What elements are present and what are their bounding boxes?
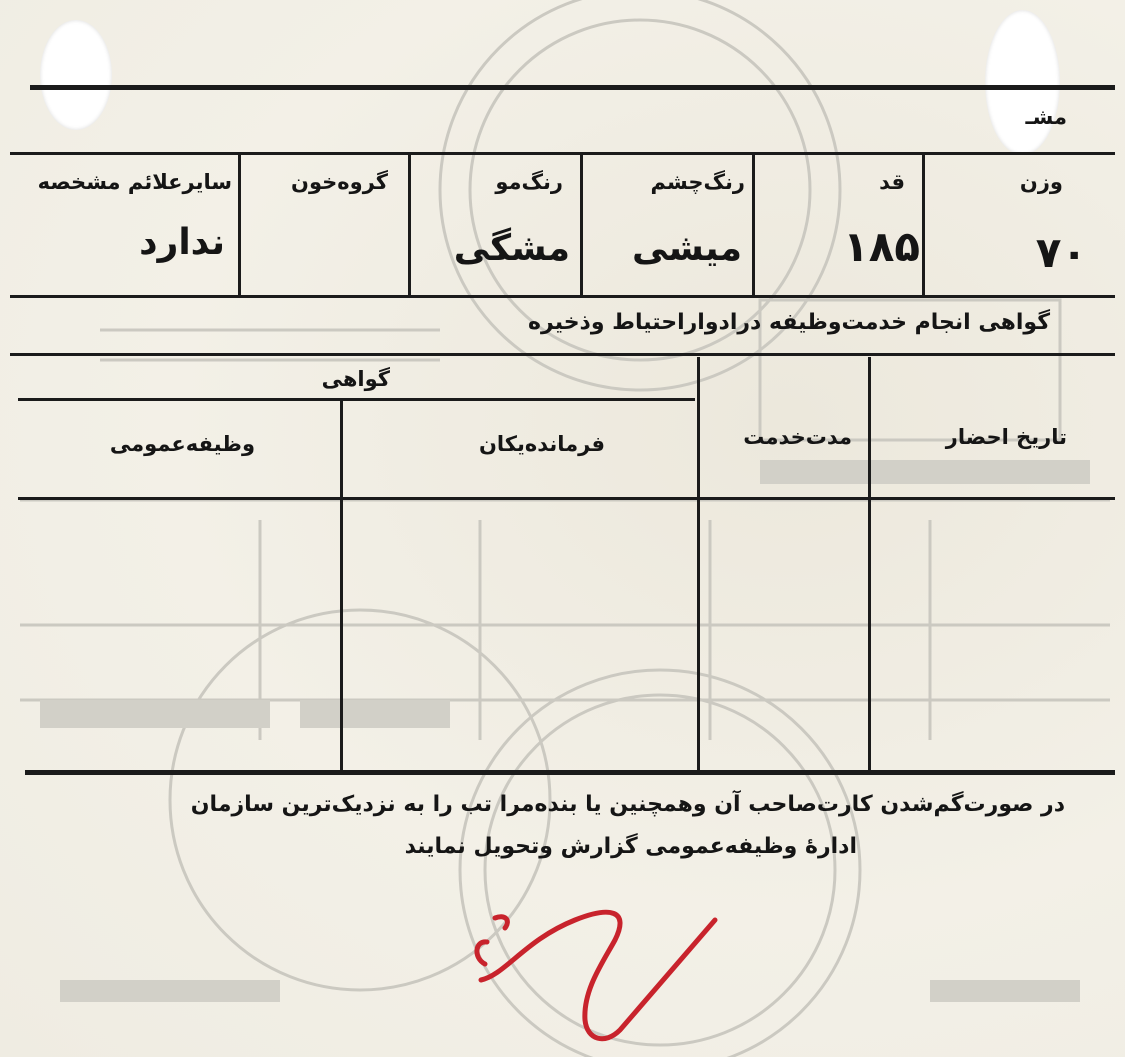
punch-hole-left (40, 20, 112, 130)
weight-value: ۷۰ (1035, 228, 1087, 277)
hair-color-value: مشگی (453, 228, 570, 269)
rule-under-columns (18, 497, 1115, 500)
eye-color-label: رنگ‌چشم (650, 170, 745, 194)
footer-notice-line-1: در صورت‌گم‌شدن کارت‌صاحب آن وهمچنین یا بنده‌مرا تب را به نزدیک‌ترین سازمان (190, 792, 1065, 817)
divider-weight-height (922, 154, 925, 296)
reserve-section-title: گواهی انجام خدمت‌وظیفه درادواراحتیاط وذخیره (528, 310, 1050, 335)
divider-hair-blood (408, 154, 411, 296)
top-rule (30, 85, 1115, 90)
rule-under-header (10, 152, 1115, 155)
unit-commander-header: فرمانده‌یکان (478, 432, 605, 456)
height-value: ۱۸۵ (843, 222, 920, 271)
certificate-header: گواهی (321, 367, 390, 391)
divider-blood-marks (238, 154, 241, 296)
rule-under-certificate (18, 398, 695, 401)
footer-notice-line-2: ادارهٔ وظیفه‌عمومی گزارش وتحویل نمایند (404, 834, 857, 859)
eye-color-value: میشی (631, 228, 742, 269)
rule-under-reserve-title (10, 353, 1115, 356)
weight-label: وزن (1019, 170, 1063, 194)
divider-summon-duration (868, 357, 871, 770)
divider-eye-hair (580, 154, 583, 296)
bottom-rule (25, 770, 1115, 775)
public-service-header: وظیفه‌عمومی (109, 432, 255, 456)
red-signature (465, 880, 735, 1050)
divider-height-eye (752, 154, 755, 296)
other-marks-value: ندارد (139, 222, 225, 263)
hair-color-label: رنگ‌مو (495, 170, 563, 194)
service-duration-header: مدت‌خدمت (743, 425, 852, 449)
divider-duration-certificate (697, 357, 700, 770)
rule-under-physical (10, 295, 1115, 298)
summon-date-header: تاریخ احضار (945, 425, 1067, 449)
punch-hole-right (985, 10, 1060, 155)
height-label: قد (879, 170, 905, 194)
other-marks-label: سایرعلائم مشخصه (37, 170, 232, 194)
header-fragment: مشـ (1025, 105, 1067, 129)
divider-commander-public (340, 400, 343, 770)
blood-group-label: گروه‌خون (291, 170, 388, 194)
